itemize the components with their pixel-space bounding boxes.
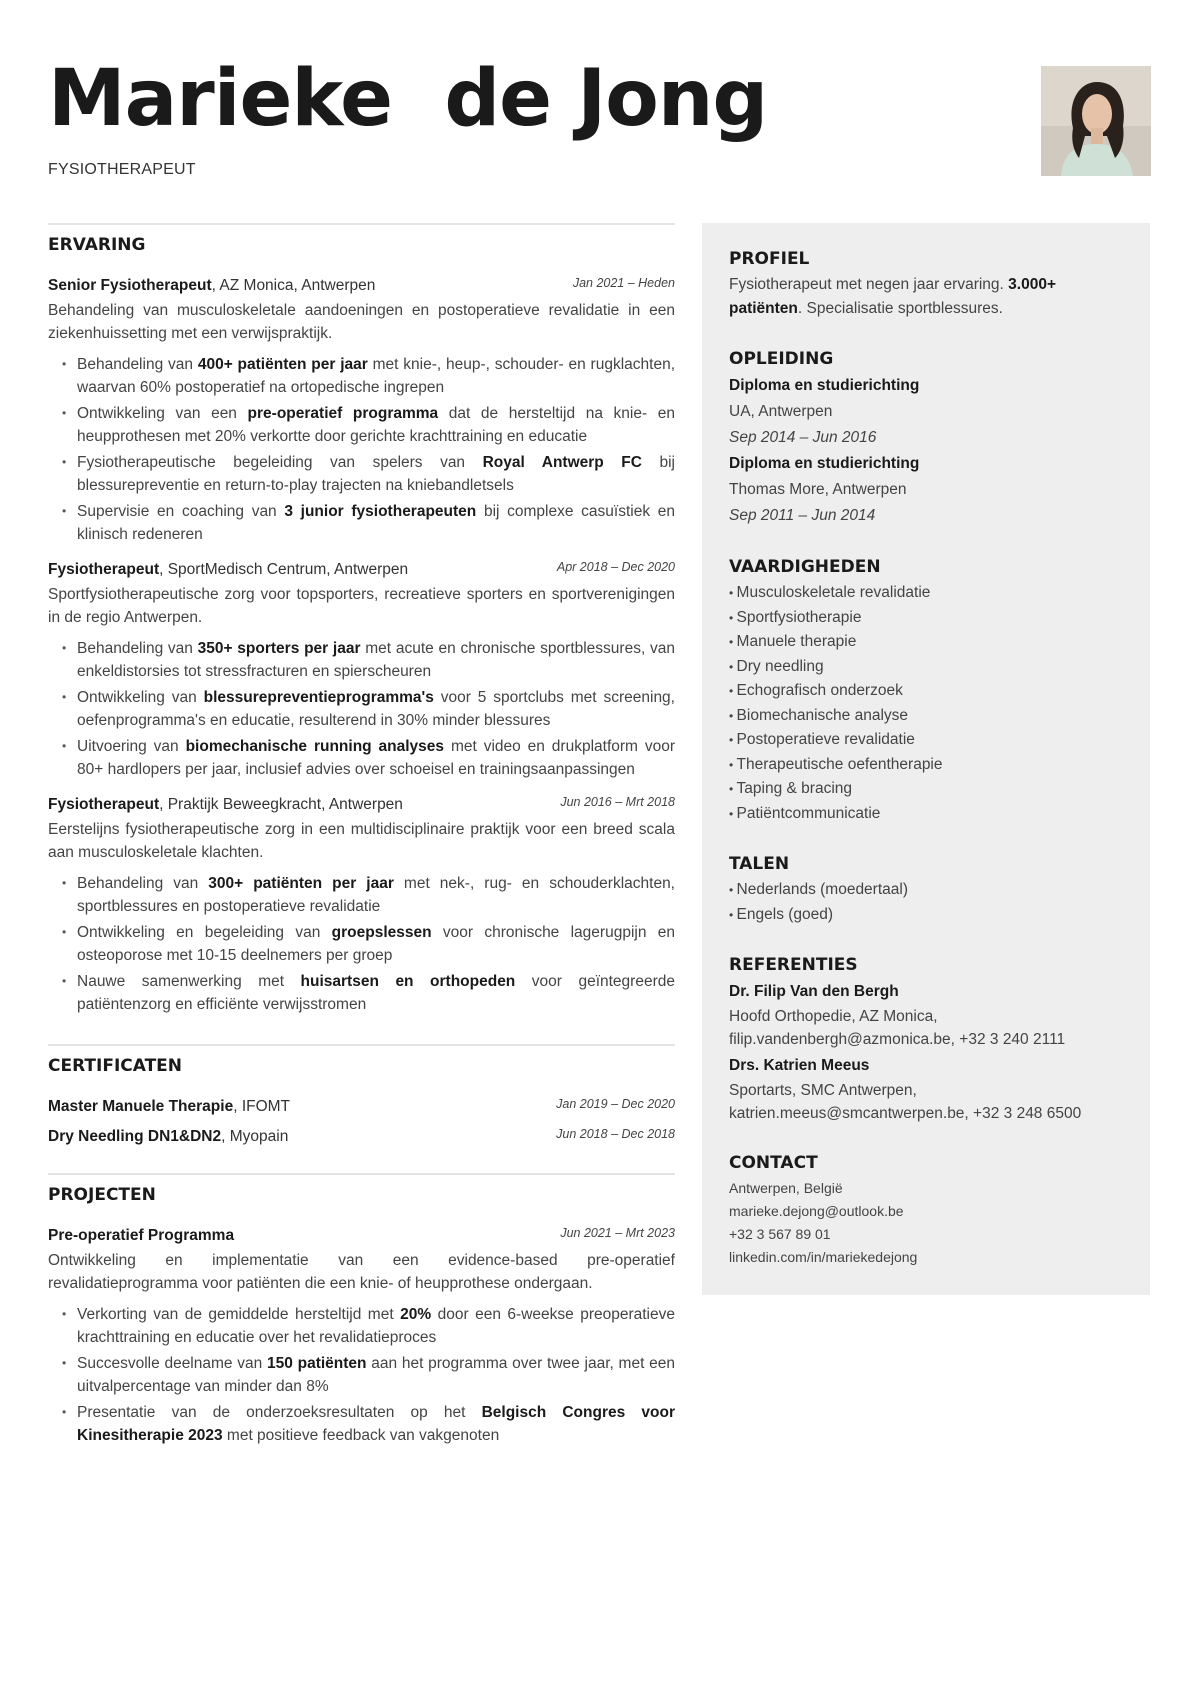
experience-heading: ERVARING (48, 235, 146, 255)
profile-text-bold: 3.000+ patiënten (729, 276, 1056, 317)
project-entry (48, 1225, 675, 1447)
candidate-name: Marieke de Jong (48, 54, 768, 144)
skill-item: • Echografisch onderzoek (729, 679, 1124, 704)
education-heading: OPLEIDING (729, 349, 834, 369)
bullet-text: Behandeling van (77, 875, 209, 892)
bullet-highlight: Belgisch Congres voor Kinesitherapie 2023 (77, 1404, 675, 1444)
bullet-text: Ontwikkeling van (77, 689, 204, 706)
bullet-text: Supervisie en coaching van (77, 503, 285, 520)
entry-date: Apr 2018 – Dec 2020 (556, 560, 675, 574)
entry-header (48, 275, 675, 296)
contact-email-link[interactable]: marieke.dejong@outlook.be (729, 1203, 904, 1219)
skill-item: • Manuele therapie (729, 630, 1124, 655)
bullet-highlight: blessurepreventieprogramma's (203, 689, 434, 706)
project-name: Pre-operatief Programma (48, 1227, 235, 1244)
skills-heading: VAARDIGHEDEN (729, 557, 881, 577)
entry-header (48, 794, 675, 815)
profile-heading: PROFIEL (729, 249, 810, 269)
reference-entry (729, 1053, 1124, 1125)
skill-item: • Dry needling (729, 655, 1124, 680)
bullet-text: aan het programma over twee jaar, met een uitvalpercentage van minder dan 8% (77, 1355, 676, 1395)
school-name: Thomas More, Antwerpen (729, 481, 907, 498)
contact-phone: +32 3 567 89 01 (729, 1226, 831, 1242)
employer: , AZ Monica, Antwerpen (211, 277, 376, 294)
bullet-text: Nauwe samenwerking met (77, 973, 301, 990)
entry-header (48, 1126, 675, 1147)
bullet-highlight: pre-operatief programma (247, 405, 439, 422)
entry-header (48, 559, 675, 580)
job-role: Senior Fysiotherapeut (48, 277, 212, 294)
entry-description: Sportfysiotherapeutische zorg voor topsporters, recreatieve sporters en sportverenigingen in de regio Antwerpen. (48, 586, 675, 626)
bullet-item (77, 402, 675, 448)
education-entry (729, 451, 1124, 529)
bullet-list (48, 872, 675, 1016)
certificate-entry (48, 1096, 675, 1117)
bullet-item (77, 1401, 675, 1447)
education-section (729, 349, 1124, 529)
skill-item: • Therapeutische oefentherapie (729, 753, 1124, 778)
entry-date: Jan 2021 – Heden (572, 276, 675, 290)
bullet-item (77, 970, 675, 1016)
skill-item: • Biomechanische analyse (729, 704, 1124, 729)
bullet-text: met positieve feedback van vakgenoten (222, 1427, 500, 1444)
language-item: • Engels (goed) (729, 903, 1124, 928)
school-name: UA, Antwerpen (729, 403, 833, 420)
entry-date: Jun 2016 – Mrt 2018 (560, 795, 675, 809)
entry-description: Eerstelijns fysiotherapeutische zorg in een multidisciplinaire praktijk voor een breed scala aan musculoskeletale klachten. (48, 821, 675, 861)
bullet-text: Presentatie van de onderzoeksresultaten op het (77, 1404, 482, 1421)
skills-section (729, 557, 1124, 826)
bullet-list (48, 353, 675, 546)
bullet-text: bij blessurepreventie en return-to-play trajecten na kniebandletsels (77, 454, 675, 494)
entry-description: Behandeling van musculoskeletale aandoeningen en postoperatieve revalidatie in een ziekenhuissetting met een verwijspraktijk. (48, 302, 675, 342)
bullet-text: Uitvoering van (77, 738, 186, 755)
skills-list (729, 581, 1124, 826)
reference-entry (729, 979, 1124, 1051)
contact-linkedin-link[interactable]: linkedin.com/in/mariekedejong (729, 1249, 918, 1265)
entry-date: Jun 2018 – Dec 2018 (556, 1127, 675, 1141)
bullet-highlight: 150 patiënten (267, 1355, 367, 1372)
bullet-item (77, 872, 675, 918)
certificates-heading: CERTIFICATEN (48, 1056, 183, 1076)
bullet-highlight: 3 junior fysiotherapeuten (284, 503, 477, 520)
entry-header (48, 1225, 675, 1246)
profile-photo (1041, 66, 1151, 176)
bullet-text: met knie-, heup-, schouder- en rugklachten, waarvan 60% postoperatief na ortopedische ingrepen (77, 356, 675, 396)
bullet-item (77, 921, 675, 967)
education-date: Sep 2014 – Jun 2016 (729, 429, 877, 446)
bullet-text: met nek-, rug- en schouderklachten, sportblessures en postoperatieve revalidatie (77, 875, 675, 915)
bullet-item (77, 637, 675, 683)
job-role: Fysiotherapeut (48, 796, 160, 813)
languages-section (729, 854, 1124, 927)
skill-item: • Patiëntcommunicatie (729, 802, 1124, 827)
bullet-item (77, 735, 675, 781)
certificate-name: Dry Needling DN1&DN2 (48, 1128, 222, 1145)
profile-text-part: Fysiotherapeut met negen jaar ervaring. (729, 276, 1009, 293)
bullet-text: voor 5 sportclubs met screening, oefenprogramma's en educatie, resulterend in 30% minder blessures (77, 689, 675, 729)
bullet-text: met video en drukplatform voor 80+ hardlopers per jaar, inclusief advies over schoeisel en trainingsaanpassingen (77, 738, 676, 778)
job-role: Fysiotherapeut (48, 561, 160, 578)
bullet-text: Fysiotherapeutische begeleiding van spelers van (77, 454, 483, 471)
profile-text-part: . Specialisatie sportblessures. (797, 300, 1003, 317)
bullet-item (77, 1352, 675, 1398)
entry-date: Jun 2021 – Mrt 2023 (560, 1226, 675, 1240)
certificates-section (48, 1044, 675, 1147)
bullet-text: door een 6-weekse preoperatieve krachttraining en educatie over het revalidatieproces (77, 1306, 675, 1346)
languages-list (729, 878, 1124, 927)
skill-item: • Sportfysiotherapie (729, 606, 1124, 631)
contact-heading: CONTACT (729, 1153, 818, 1173)
references-section (729, 955, 1124, 1125)
bullet-highlight: huisartsen en orthopeden (300, 973, 516, 990)
job-title: FYSIOTHERAPEUT (48, 161, 196, 178)
contact-location: Antwerpen, België (729, 1180, 843, 1196)
bullet-text: Behandeling van (77, 356, 198, 373)
education-date: Sep 2011 – Jun 2014 (729, 507, 876, 524)
references-heading: REFERENTIES (729, 955, 858, 975)
reference-name: Dr. Filip Van den Bergh (729, 983, 899, 1000)
experience-entry (48, 559, 675, 781)
contact-section (729, 1153, 1124, 1269)
language-item: • Nederlands (moedertaal) (729, 878, 1124, 903)
skill-item: • Taping & bracing (729, 777, 1124, 802)
bullet-text: Behandeling van (77, 640, 198, 657)
certificate-entry (48, 1126, 675, 1147)
bullet-text: voor geïntegreerde patiëntenzorg en efficiënte verwijsstromen (77, 973, 675, 1013)
bullet-text: met acute en chronische sportblessures, van enkeldistorsies tot stressfracturen en spierscheuren (77, 640, 675, 680)
projects-section (48, 1173, 675, 1447)
skill-item: • Postoperatieve revalidatie (729, 728, 1124, 753)
bullet-text: Succesvolle deelname van (77, 1355, 268, 1372)
bullet-item (77, 451, 675, 497)
entry-description: Ontwikkeling en implementatie van een evidence-based pre-operatief revalidatieprogramma voor patiënten die een knie- of heupprothese ondergaan. (48, 1252, 675, 1292)
bullet-highlight: 300+ patiënten per jaar (208, 875, 394, 892)
sidebar (702, 223, 1150, 1295)
projects-heading: PROJECTEN (48, 1185, 156, 1205)
bullet-item (77, 1303, 675, 1349)
reference-detail: Sportarts, SMC Antwerpen, katrien.meeus@smcantwerpen.be, +32 3 248 6500 (729, 1082, 1082, 1122)
languages-heading: TALEN (729, 854, 790, 874)
portrait-image (1041, 66, 1151, 176)
bullet-text: Ontwikkeling en begeleiding van (77, 924, 332, 941)
certificate-org: , Myopain (221, 1128, 289, 1145)
experience-entry (48, 275, 675, 546)
entry-header (48, 1096, 675, 1117)
bullet-text: Verkorting van de gemiddelde hersteltijd met (77, 1306, 401, 1323)
bullet-list (48, 637, 675, 781)
experience-section (48, 223, 675, 1016)
bullet-text: bij complexe casuïstiek en klinisch redeneren (77, 503, 675, 543)
bullet-text: Ontwikkeling van een (77, 405, 248, 422)
education-entry (729, 373, 1124, 451)
profile-section (729, 249, 1124, 321)
bullet-highlight: Royal Antwerp FC (482, 454, 642, 471)
entry-date: Jan 2019 – Dec 2020 (556, 1097, 675, 1111)
bullet-list (48, 1303, 675, 1447)
bullet-highlight: 400+ patiënten per jaar (197, 356, 368, 373)
experience-entry (48, 794, 675, 1016)
profile-text (729, 273, 1124, 321)
bullet-text: voor chronische lagerugpijn en osteoporose met 10-15 deelnemers per groep (77, 924, 675, 964)
bullet-highlight: 350+ sporters per jaar (197, 640, 361, 657)
bullet-item (77, 500, 675, 546)
bullet-text: dat de hersteltijd na knie- en heupprothesen met 20% verkortte door gerichte krachttraining en educatie (77, 405, 676, 445)
employer: , Praktijk Beweegkracht, Antwerpen (159, 796, 403, 813)
degree-title: Diploma en studierichting (729, 377, 920, 394)
reference-detail: Hoofd Orthopedie, AZ Monica, filip.vandenbergh@azmonica.be, +32 3 240 2111 (729, 1008, 1066, 1048)
employer: , SportMedisch Centrum, Antwerpen (159, 561, 409, 578)
reference-name: Drs. Katrien Meeus (729, 1057, 870, 1074)
bullet-highlight: groepslessen (331, 924, 432, 941)
certificate-name: Master Manuele Therapie (48, 1098, 234, 1115)
degree-title: Diploma en studierichting (729, 455, 920, 472)
skill-item: • Musculoskeletale revalidatie (729, 581, 1124, 606)
bullet-item (77, 353, 675, 399)
main-column (48, 223, 675, 1450)
bullet-highlight: 20% (400, 1306, 432, 1323)
bullet-highlight: biomechanische running analyses (185, 738, 445, 755)
certificate-org: , IFOMT (233, 1098, 291, 1115)
bullet-item (77, 686, 675, 732)
